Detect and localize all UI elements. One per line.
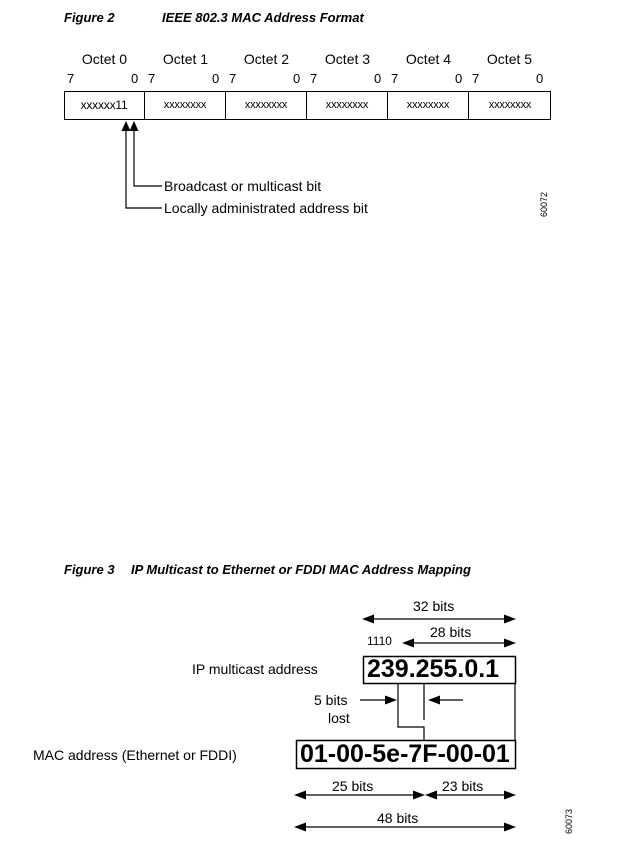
- arrowhead: [385, 696, 397, 705]
- octet-title: Octet 4: [405, 51, 452, 67]
- bit-number-high: 7: [67, 71, 75, 86]
- octet-title: Octet 5: [486, 51, 533, 67]
- lost-word-label: lost: [328, 710, 350, 726]
- bit-number-high: 7: [472, 71, 480, 86]
- bit-number-low: 0: [374, 71, 382, 86]
- octet-title: Octet 1: [162, 51, 209, 67]
- arrowhead: [294, 823, 306, 832]
- octet-cell: xxxxxxxx: [145, 91, 226, 120]
- figure2-id: 60072: [539, 191, 549, 217]
- figure3-id: 60073: [564, 808, 574, 834]
- octet-cell: xxxxxx11: [64, 91, 145, 120]
- figure2-number: Figure 2: [64, 10, 115, 25]
- label-32-bits: 32 bits: [413, 598, 455, 614]
- bit-number-high: 7: [148, 71, 156, 86]
- lost-bits-label: 5 bits: [314, 692, 348, 708]
- bit-number-high: 7: [391, 71, 399, 86]
- octet-cell: xxxxxxxx: [226, 91, 307, 120]
- octet-title: Octet 2: [243, 51, 290, 67]
- bit-number-low: 0: [131, 71, 139, 86]
- multicast-prefix: 1110: [367, 634, 392, 648]
- label-25-bits: 25 bits: [332, 778, 374, 794]
- arrowhead: [425, 791, 437, 800]
- bit-number-low: 0: [455, 71, 463, 86]
- bit-number-low: 0: [293, 71, 301, 86]
- ip-address-value: 239.255.0.1: [367, 655, 500, 683]
- arrowhead: [504, 615, 516, 624]
- bit-number-low: 0: [212, 71, 220, 86]
- bit-number-high: 7: [310, 71, 318, 86]
- mac-address-value: 01-00-5e-7F-00-01: [300, 740, 510, 768]
- arrowhead: [504, 791, 516, 800]
- label-48-bits: 48 bits: [377, 810, 419, 826]
- octet-title: Octet 0: [81, 51, 128, 67]
- octet-title: Octet 3: [324, 51, 371, 67]
- octet-cell: xxxxxxxx: [488, 99, 532, 111]
- arrowhead: [362, 615, 374, 624]
- octet-cell: xxxxxxxx: [307, 91, 388, 120]
- arrowhead: [504, 639, 516, 648]
- local-bit-label: Locally administrated address bit: [164, 200, 368, 216]
- figure2-title: IEEE 802.3 MAC Address Format: [162, 10, 364, 25]
- figure3-number: Figure 3: [64, 562, 115, 577]
- mac-address-label: MAC address (Ethernet or FDDI): [33, 747, 237, 763]
- arrowhead: [294, 791, 306, 800]
- label-23-bits: 23 bits: [442, 778, 484, 794]
- arrowhead: [402, 639, 414, 648]
- bit-number-low: 0: [536, 71, 544, 86]
- arrowhead: [413, 791, 425, 800]
- arrowhead: [428, 696, 440, 705]
- bit-number-high: 7: [229, 71, 237, 86]
- broadcast-bit-label: Broadcast or multicast bit: [164, 178, 322, 194]
- ip-multicast-label: IP multicast address: [192, 661, 318, 677]
- lost-bits-bracket: [398, 683, 424, 740]
- label-28-bits: 28 bits: [430, 624, 472, 640]
- octet-cell: xxxxxxxx: [388, 91, 469, 120]
- arrowhead: [504, 823, 516, 832]
- figure3-title: IP Multicast to Ethernet or FDDI MAC Address Mapping: [131, 562, 471, 577]
